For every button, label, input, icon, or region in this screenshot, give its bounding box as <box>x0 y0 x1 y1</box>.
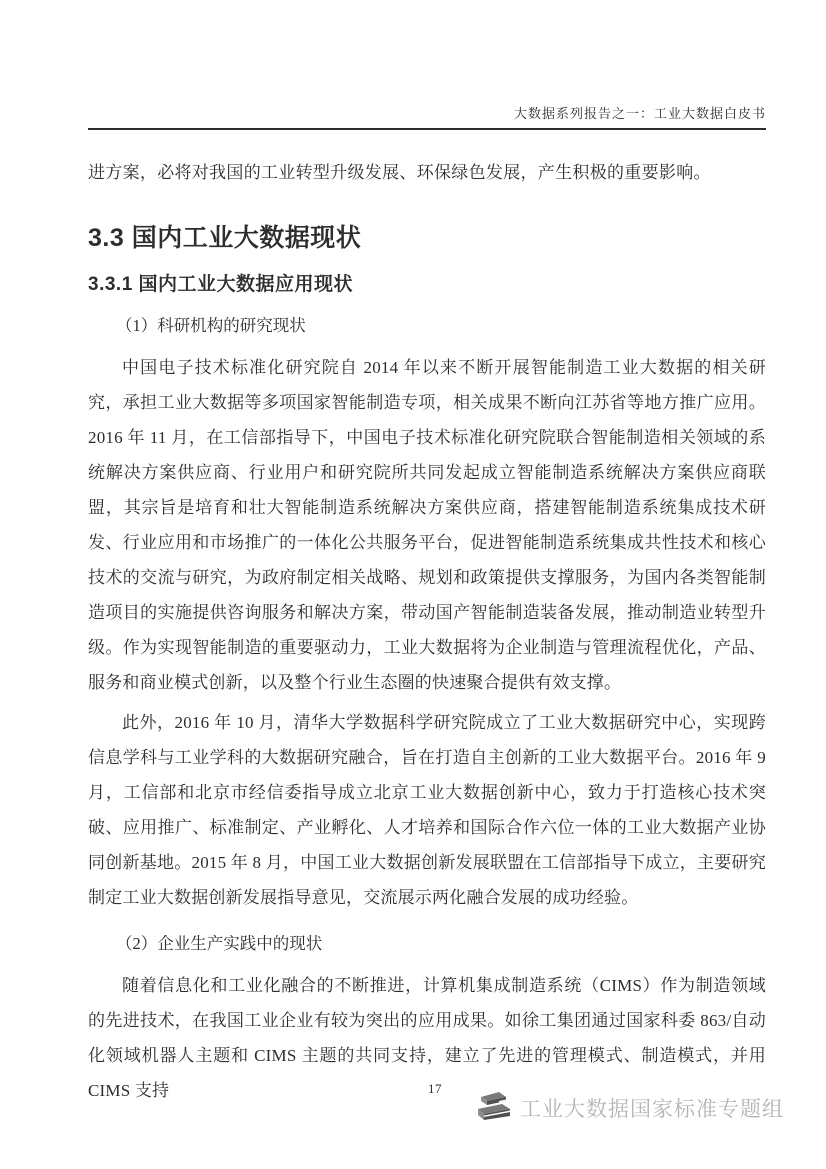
section-heading-3-3: 3.3 国内工业大数据现状 <box>88 224 362 252</box>
stacked-books-icon <box>475 1091 511 1125</box>
continuation-paragraph: 进方案，必将对我国的工业转型升级发展、环保绿色发展，产生积极的重要影响。 <box>88 163 711 182</box>
header-rule <box>88 128 766 130</box>
paragraph-research-institutes: 中国电子技术标准化研究院自 2014 年以来不断开展智能制造工业大数据的相关研究，承担工业大数据等多项国家智能制造专项，相关成果不断向江苏省等地方推广应用。2016 年 11 月，在工信部指导下，中国电子技术标准化研究院联合智能制造相关领域的系统解决方案供应商、行业用户和研究院所共同发起成立智能制造系统解决方案供应商联盟，其宗旨是培育和壮大智能制造系统解决方案供应商，搭建智能制造系统集成技术研发、行业应用和市场推广的一体化公共服务平台，促进智能制造系统集成共性技术和核心技术的交流与研究，为政府制定相关战略、规划和政策提供支撑服务，为国内各类智能制造项目的实施提供咨询服务和解决方案，带动国产智能制造装备发展，推动制造业转型升级。作为实现智能制造的重要驱动力，工业大数据将为企业制造与管理流程优化，产品、服务和商业模式创新，以及整个行业生态圈的快速聚合提供有效支撑。 <box>88 358 766 692</box>
item-heading-research-institutes: （1）科研机构的研究现状 <box>116 316 306 335</box>
paragraph-research-centers: 此外，2016 年 10 月，清华大学数据科学研究院成立了工业大数据研究中心，实现跨信息学科与工业学科的大数据研究融合，旨在打造自主创新的工业大数据平台。2016 年 9 月，工信部和北京市经信委指导成立北京工业大数据创新中心，致力于打造核心技术突破、应用推广、标准制定、产业孵化、人才培养和国际合作六位一体的工业大数据产业协同创新基地。2015 年 8 月，中国工业大数据创新发展联盟在工信部指导下成立，主要研究制定工业大数据创新发展指导意见，交流展示两化融合发展的成功经验。 <box>88 713 766 907</box>
footer-org-logo <box>475 1091 784 1125</box>
header-running-title: 大数据系列报告之一：工业大数据白皮书 <box>513 106 766 121</box>
paragraph-enterprise-practice: 随着信息化和工业化融合的不断推进，计算机集成制造系统（CIMS）作为制造领域的先进技术，在我国工业企业有较为突出的应用成果。如徐工集团通过国家科委 863/自动化领域机器人主题和 CIMS 主题的共同支持，建立了先进的管理模式、制造模式，并用 CIMS 支持 <box>88 976 766 1100</box>
footer-org-name: 工业大数据国家标准专题组 <box>520 1098 784 1121</box>
item-heading-enterprise-practice: （2）企业生产实践中的现状 <box>116 934 323 953</box>
page-number: 17 <box>428 1081 442 1096</box>
subsection-heading-3-3-1: 3.3.1 国内工业大数据应用现状 <box>88 274 354 295</box>
